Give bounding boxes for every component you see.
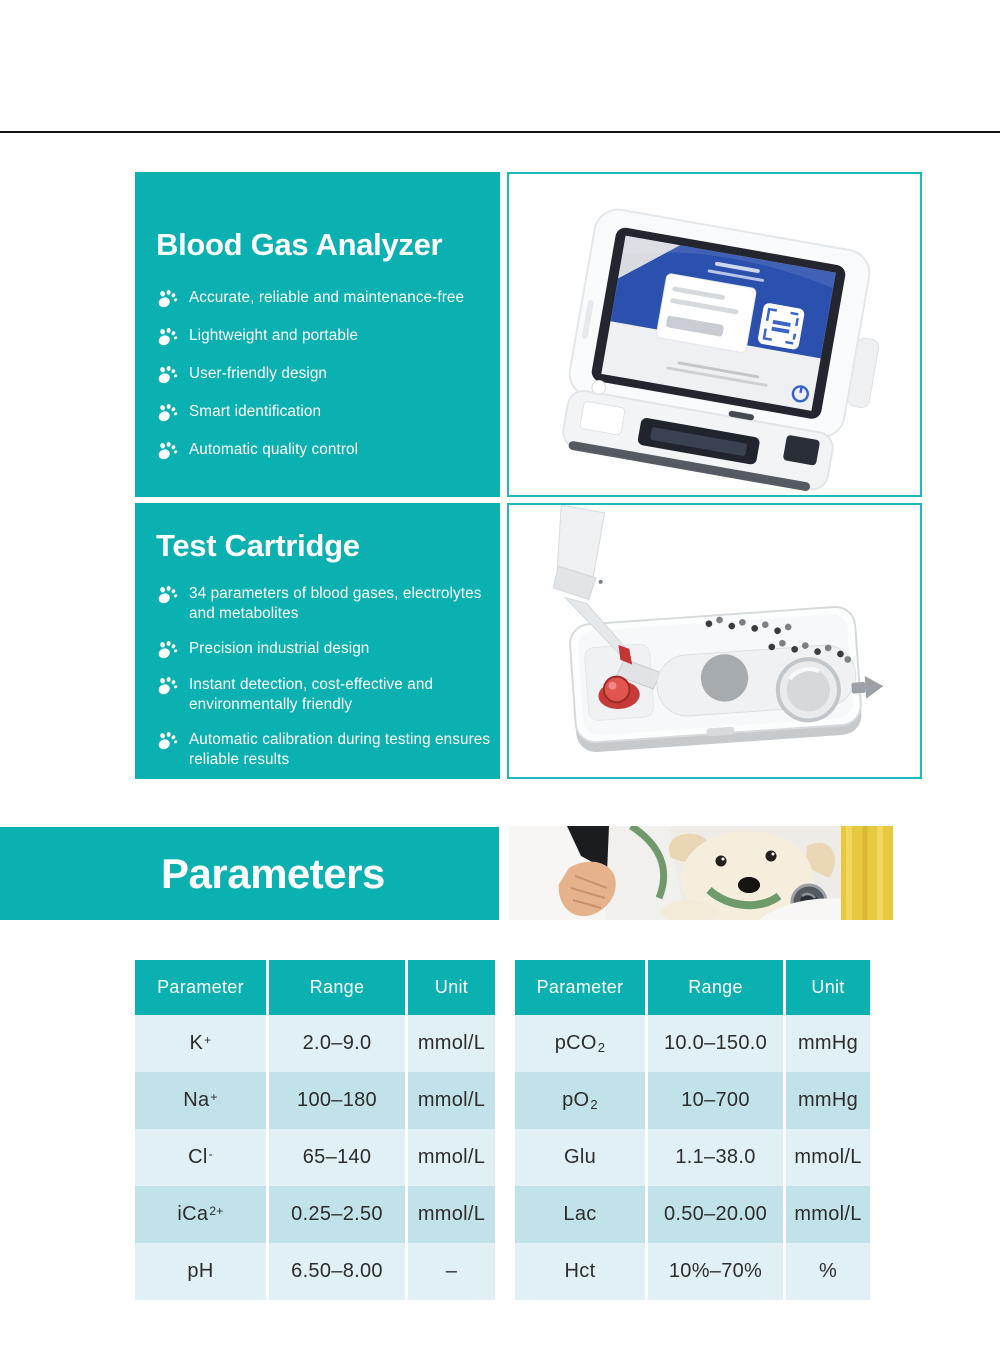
range-cell: 6.50–8.00 [269,1243,405,1300]
param-cell: pO 2 [515,1072,645,1129]
column-header-range: Range [269,960,405,1015]
unit-cell: % [786,1243,870,1300]
unit-cell: mmHg [786,1072,870,1129]
column-header-parameter: Parameter [135,960,266,1015]
cartridge-panel [135,503,500,779]
bullet-text: Instant detection, cost-effective and environmentally friendly [189,676,434,713]
param-cell: Hct [515,1243,645,1300]
column-header-unit: Unit [786,960,870,1015]
cartridge-illustration [569,604,887,753]
parameters-banner [0,827,499,920]
feature-bullet [156,584,494,624]
param-cell: Glu [515,1129,645,1186]
unit-cell: – [408,1243,495,1300]
cartridge-title: Test Cartridge [156,528,360,563]
feature-bullet [156,730,494,770]
analyzer-product-image [507,172,922,497]
param-cell: iCa 2+ [135,1186,266,1243]
range-cell: 1.1–38.0 [648,1129,783,1186]
paw-icon [156,731,178,751]
analyzer-title: Blood Gas Analyzer [156,227,443,262]
paw-icon [156,441,178,461]
cartridge-bullet-list [156,584,494,770]
range-cell: 10–700 [648,1072,783,1129]
paw-icon [156,327,178,347]
feature-bullet [156,675,494,715]
vet-puppy-photo [509,826,893,920]
paw-icon [156,365,178,385]
analyzer-device-illustration [556,206,894,495]
feature-bullet [156,402,494,423]
feature-bullet [156,639,494,660]
paw-icon [156,403,178,423]
feature-bullet [156,440,494,461]
param-cell: Cl - [135,1129,266,1186]
param-cell: Lac [515,1186,645,1243]
unit-cell: mmHg [786,1015,870,1072]
unit-cell: mmol/L [786,1129,870,1186]
param-cell: pCO 2 [515,1015,645,1072]
param-cell: Na + [135,1072,266,1129]
param-cell: K + [135,1015,266,1072]
unit-cell: mmol/L [408,1186,495,1243]
paw-icon [156,585,178,605]
range-cell: 2.0–9.0 [269,1015,405,1072]
range-cell: 0.50–20.00 [648,1186,783,1243]
unit-cell: mmol/L [408,1129,495,1186]
feature-bullet [156,326,494,347]
column-header-range: Range [648,960,783,1015]
unit-cell: mmol/L [408,1072,495,1129]
top-divider [0,131,1000,133]
range-cell: 100–180 [269,1072,405,1129]
analyzer-bullet-list [156,288,494,461]
bullet-text: Automatic calibration during testing ensures reliable results [189,731,491,768]
unit-cell: mmol/L [786,1186,870,1243]
feature-bullet [156,364,494,385]
feature-bullet [156,288,494,309]
param-cell: pH [135,1243,266,1300]
range-cell: 65–140 [269,1129,405,1186]
analyzer-panel [135,172,500,497]
column-header-parameter: Parameter [515,960,645,1015]
bullet-text: Smart identification [189,403,322,420]
range-cell: 0.25–2.50 [269,1186,405,1243]
cartridge-product-image [507,503,922,779]
bullet-text: Accurate, reliable and maintenance-free [189,289,465,306]
unit-cell: mmol/L [408,1015,495,1072]
bullet-text: User-friendly design [189,365,328,382]
bullet-text: Automatic quality control [189,441,359,458]
range-cell: 10%–70% [648,1243,783,1300]
bullet-text: Lightweight and portable [189,327,359,344]
paw-icon [156,289,178,309]
parameters-table-right [515,960,870,1300]
bullet-text: 34 parameters of blood gases, electrolytes and metabolites [189,585,482,622]
column-header-unit: Unit [408,960,495,1015]
paw-icon [156,676,178,696]
range-cell: 10.0–150.0 [648,1015,783,1072]
parameters-title: Parameters [161,849,385,897]
parameters-table-left [135,960,495,1300]
paw-icon [156,640,178,660]
bullet-text: Precision industrial design [189,640,370,657]
